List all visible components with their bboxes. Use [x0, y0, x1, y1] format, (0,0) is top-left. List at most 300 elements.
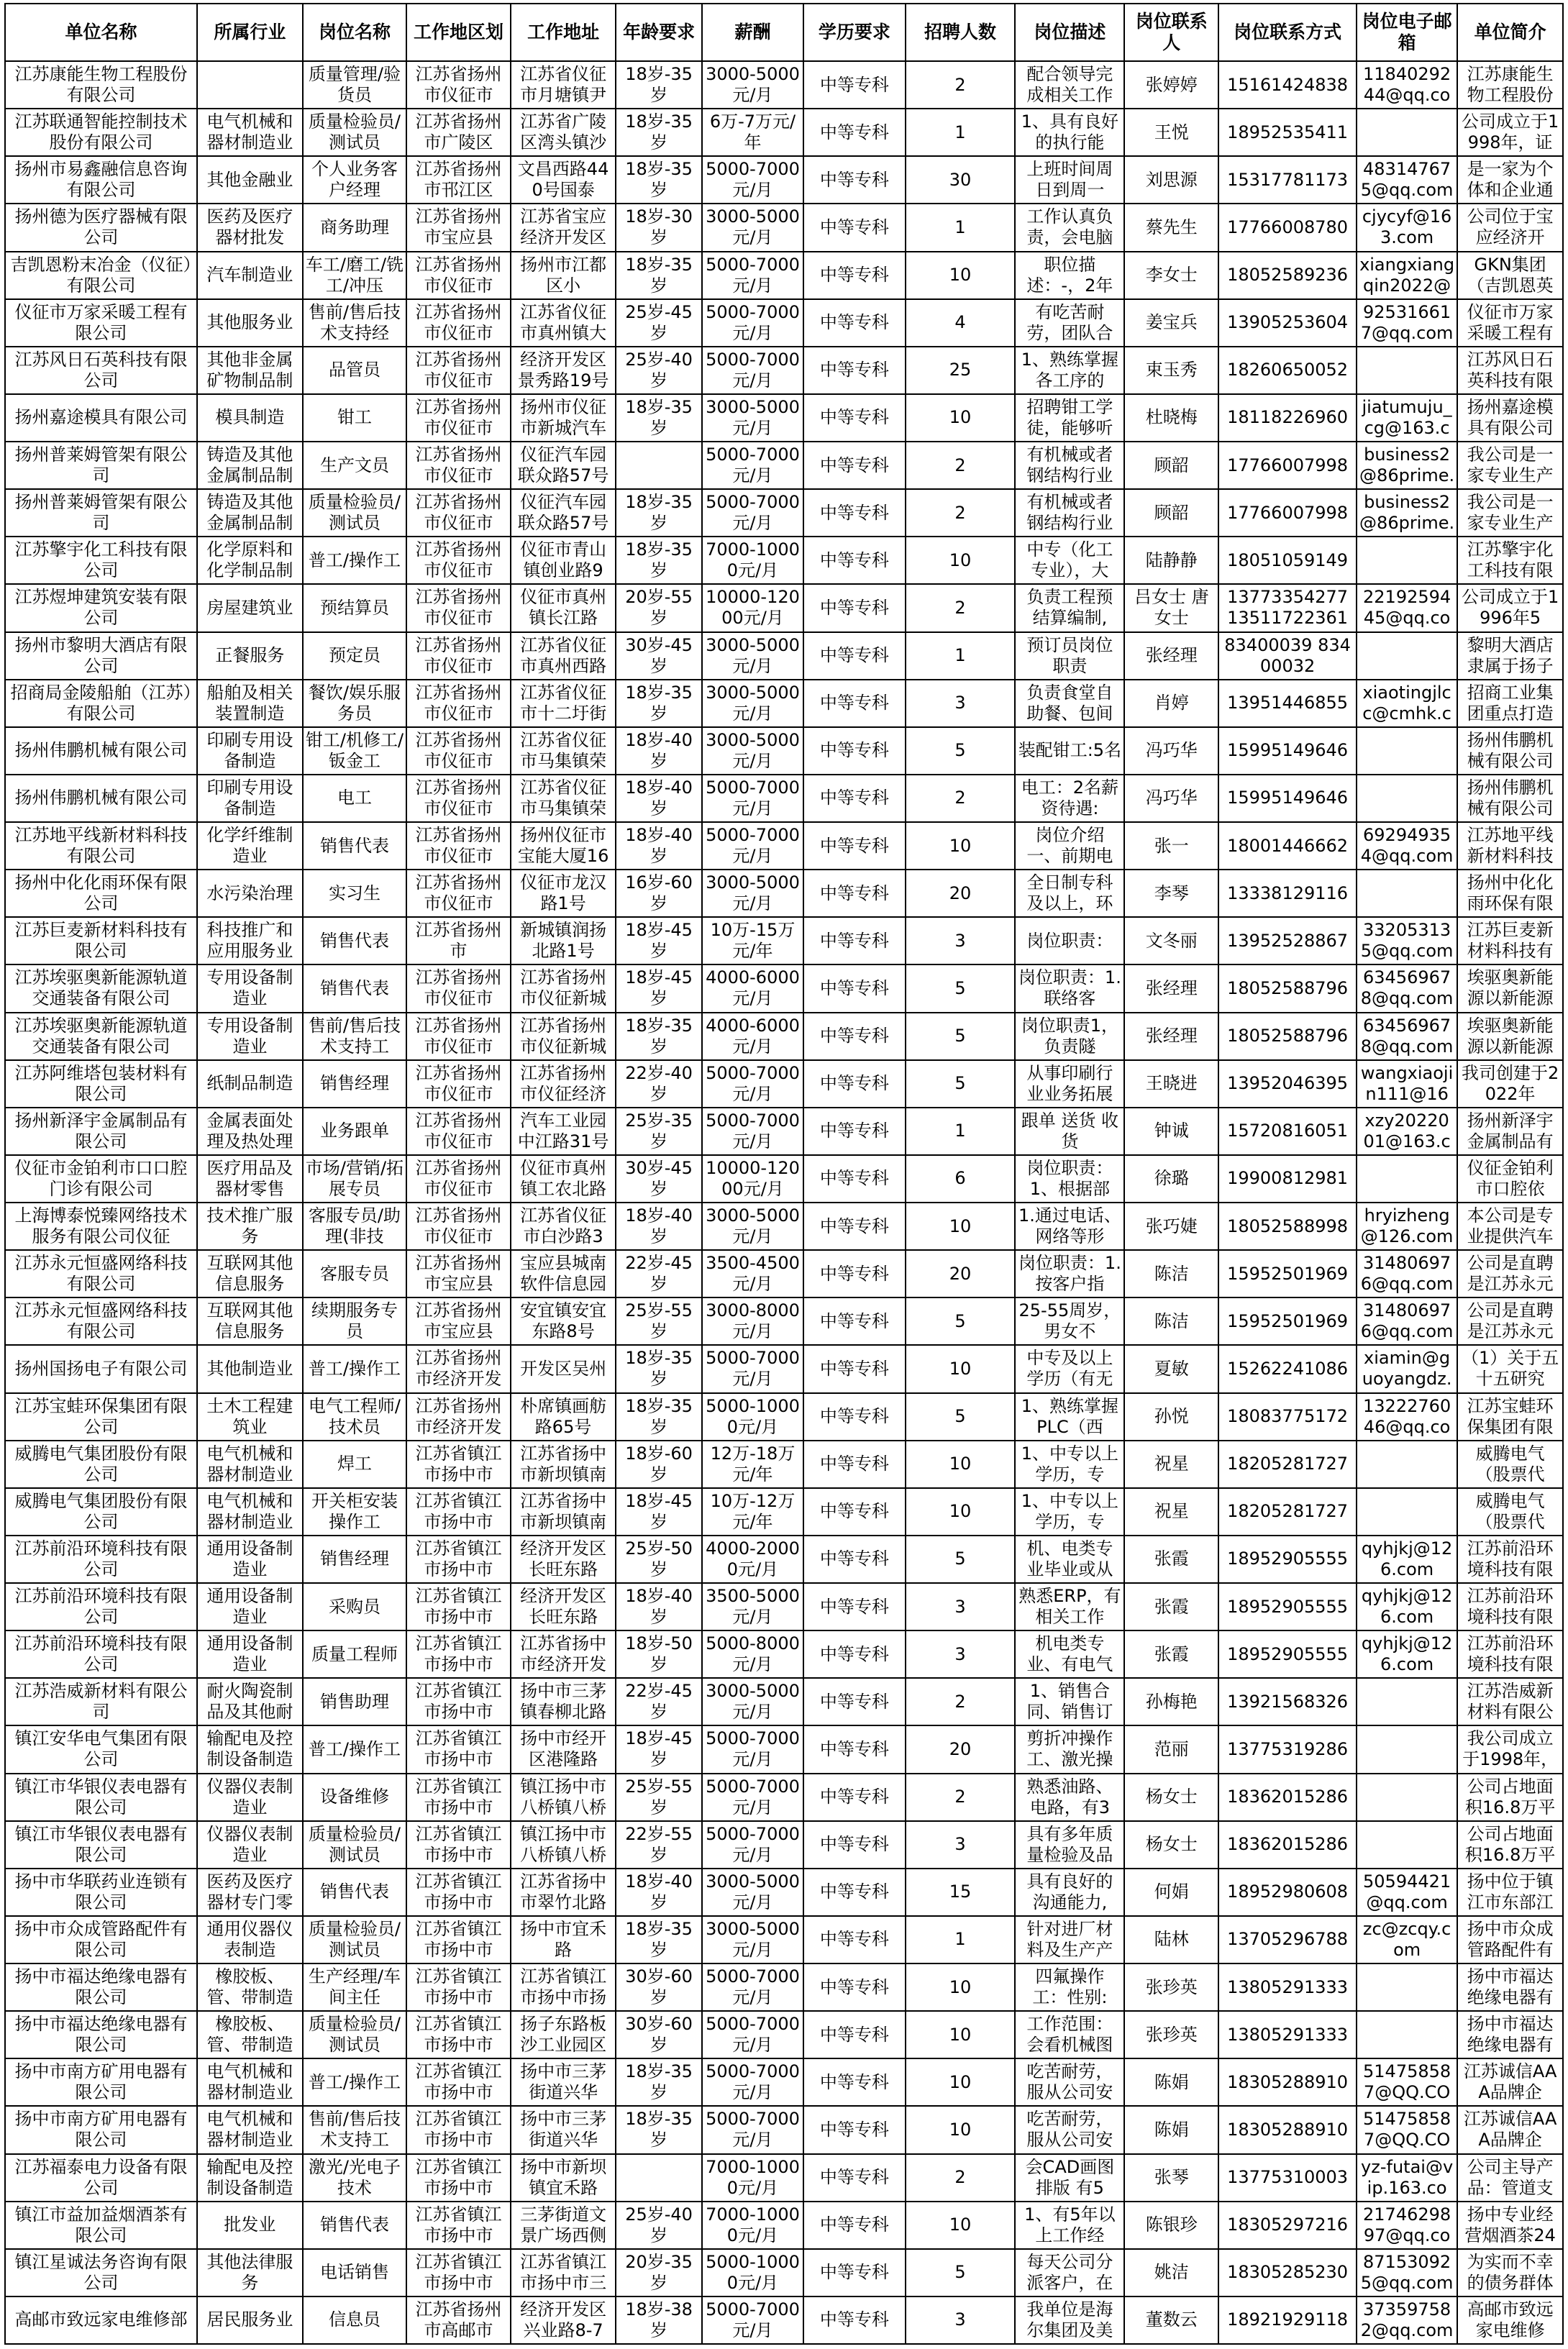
cell-text: 15952501969 [1227, 1263, 1349, 1284]
table-cell [1124, 1441, 1218, 1488]
table-cell [616, 964, 701, 1012]
table-cell [803, 870, 905, 917]
cell-text: 13775319286 [1227, 1738, 1349, 1759]
table-cell [702, 727, 803, 775]
table-cell [702, 917, 803, 964]
table-cell [1015, 680, 1124, 727]
cell-text: 董数云 [1145, 2309, 1198, 2330]
table-cell [1218, 1345, 1357, 1392]
cell-text: 江苏省仪征市马集镇荣 [520, 777, 607, 818]
cell-text: 扬中市新坝镇宜禾路 [520, 2156, 607, 2198]
cell-text: 332053135@qq.com [1360, 920, 1454, 962]
cell-text: 中等专科 [819, 977, 889, 998]
table-row [5, 1297, 1563, 1345]
cell-text: 5000-7000元/月 [706, 777, 800, 818]
table-cell [406, 1393, 511, 1441]
table-cell [197, 299, 303, 347]
cell-text: 江苏省扬州市仪征市 [415, 872, 502, 914]
cell-text: 电气工程师/技术员 [308, 1395, 401, 1437]
table-cell [1357, 1963, 1457, 2011]
cell-text: 中等专科 [819, 2215, 889, 2235]
table-cell [906, 2106, 1016, 2153]
table-cell [1015, 394, 1124, 442]
cell-text: 有吃苦耐劳，团队合 [1026, 301, 1113, 343]
table-cell [406, 347, 511, 394]
table-row [5, 109, 1563, 156]
cell-text: 扬中专业经营烟酒茶24 [1464, 2204, 1556, 2245]
cell-text: 中等专科 [819, 1787, 889, 1807]
cell-text: 2 [954, 788, 966, 808]
cell-text: 中专及以上学历（有无 [1026, 1348, 1113, 1390]
table-cell [1357, 2058, 1457, 2106]
cell-text: 18岁-40岁 [625, 1586, 693, 1628]
cell-text: 江苏省扬中市新坝镇南 [520, 1490, 607, 1532]
cell-text: 江苏省镇江市扬中市 [415, 1966, 502, 2008]
table-cell [303, 2154, 407, 2202]
cell-text: 20 [949, 882, 972, 903]
table-cell [406, 61, 511, 109]
cell-text: 镇江市华银仪表电器有限公司 [14, 1776, 188, 1817]
cell-text: 18052588796 [1227, 977, 1349, 998]
cell-text: 张琴 [1154, 2167, 1189, 2188]
cell-text: 12万-18万元/年 [710, 1443, 796, 1484]
cell-text: 铸造及其他金属制品制 [206, 444, 293, 486]
table-cell [1457, 1203, 1563, 1250]
cell-text: 13338129116 [1227, 882, 1349, 903]
table-cell [1015, 1203, 1124, 1250]
cell-text: 镇江市华银仪表电器有限公司 [14, 1823, 188, 1865]
cell-text: 仪征市真州镇长江路 [520, 587, 607, 629]
cell-text: 餐饮/娱乐服务员 [308, 682, 401, 724]
table-cell [1124, 1060, 1218, 1108]
table-cell [1015, 2249, 1124, 2296]
table-cell [303, 1536, 407, 1583]
table-cell [303, 2249, 407, 2296]
cell-text: 杨女士 [1145, 1787, 1198, 1807]
table-cell [5, 680, 197, 727]
table-row [5, 252, 1563, 299]
table-cell [906, 1393, 1016, 1441]
cell-text: 孙梅艳 [1145, 1691, 1198, 1712]
cell-text: 中等专科 [819, 2167, 889, 2188]
cell-text: 江苏浩威新材料有限公司 [14, 1681, 188, 1723]
table-cell [1218, 2106, 1357, 2153]
table-cell [1357, 727, 1457, 775]
table-cell [511, 584, 616, 631]
cell-text: 会CAD画图 排版 有5 [1025, 2156, 1115, 2198]
cell-text: 中等专科 [819, 549, 889, 570]
table-cell [1015, 775, 1124, 822]
table-cell [511, 61, 616, 109]
table-cell [1015, 109, 1124, 156]
table-cell [702, 2296, 803, 2344]
cell-text: 江苏前沿环境科技有限公司 [14, 1538, 188, 1579]
cell-text: 工作范围：会看机械图 [1026, 2014, 1113, 2056]
cell-text: 18岁-30岁 [625, 206, 693, 248]
table-cell [511, 1441, 616, 1488]
table-cell [1357, 2202, 1457, 2249]
cell-text: 扬中市福达绝缘电器有 [1467, 1966, 1554, 2008]
cell-text: 3000-5000元/月 [706, 1918, 800, 1960]
table-row [5, 1488, 1563, 1536]
cell-text: 5 [954, 1026, 966, 1046]
cell-text: 张经理 [1145, 977, 1198, 998]
table-cell [1357, 1297, 1457, 1345]
table-cell [197, 2154, 303, 2202]
table-cell [303, 109, 407, 156]
table-cell [906, 299, 1016, 347]
table-cell [5, 1963, 197, 2011]
table-cell [1124, 775, 1218, 822]
cell-text: 18岁-35岁 [625, 492, 693, 534]
cell-text: 输配电及控制设备制造 [206, 1728, 293, 1770]
table-cell [906, 1155, 1016, 1203]
cell-text: 质量检验员/测试员 [308, 1918, 401, 1960]
cell-text: 中等专科 [819, 930, 889, 951]
cell-text: 扬中市众成管路配件有 [1467, 1918, 1554, 1960]
table-cell [702, 2011, 803, 2058]
table-cell [906, 1536, 1016, 1583]
cell-text: 陈娟 [1154, 2071, 1189, 2092]
table-cell [303, 1821, 407, 1869]
cell-text: 25岁-40岁 [625, 349, 693, 391]
cell-text: 3000-5000元/月 [706, 1205, 800, 1247]
cell-text: 扬州嘉途模具有限公司 [14, 407, 188, 428]
table-cell [906, 2249, 1016, 2296]
table-cell [5, 775, 197, 822]
cell-text: 10 [949, 265, 972, 286]
cell-text: 15262241086 [1227, 1358, 1349, 1379]
table-cell [406, 870, 511, 917]
cell-text: 925316617@qq.com [1360, 301, 1454, 343]
cell-text: 镇江星诚法务咨询有限公司 [14, 2251, 188, 2293]
table-cell [906, 727, 1016, 775]
cell-text: 江苏省扬州市仪征市 [415, 1157, 502, 1199]
table-row [5, 394, 1563, 442]
cell-text: 22岁-40岁 [625, 1062, 693, 1104]
table-cell [803, 2011, 905, 2058]
cell-text: 扬州伟鹏机械有限公司 [14, 740, 188, 761]
table-row [5, 61, 1563, 109]
cell-text: 公司成立于1998年，证 [1461, 111, 1559, 153]
cell-text: 江苏省镇江市扬中市 [415, 1871, 502, 1912]
cell-text: 江苏省扬州市仪征市 [415, 1062, 502, 1104]
cell-text: 通用设备制造业 [206, 1538, 293, 1579]
table-cell [5, 61, 197, 109]
cell-text: 扬州伟鹏机械有限公司 [1467, 777, 1554, 818]
table-cell [1124, 299, 1218, 347]
table-cell [616, 680, 701, 727]
cell-text: 上班时间周日到周一 [1026, 159, 1113, 201]
column-header: 单位名称 [5, 4, 197, 61]
cell-text: 18305288910 [1227, 2119, 1349, 2140]
table-cell [702, 489, 803, 537]
table-cell [1357, 2011, 1457, 2058]
cell-text: 18118226960 [1227, 407, 1349, 428]
cell-text: 医疗用品及器材零售 [206, 1157, 293, 1199]
table-cell [1218, 1821, 1357, 1869]
cell-text: 上海博泰悦臻网络技术服务有限公司仪征 [14, 1205, 188, 1247]
table-cell [906, 109, 1016, 156]
table-cell [702, 252, 803, 299]
table-cell [303, 870, 407, 917]
cell-text: 公司是直聘是江苏永元 [1467, 1300, 1554, 1342]
table-cell [511, 442, 616, 489]
cell-text: 50594421@qq.com [1363, 1871, 1451, 1912]
table-cell [1015, 204, 1124, 251]
table-cell [511, 2202, 616, 2249]
cell-text: zc@zcqy.com [1362, 1918, 1451, 1960]
cell-text: 江苏省扬州市仪征新城 [520, 967, 607, 1009]
table-cell [197, 917, 303, 964]
table-cell [197, 1869, 303, 1916]
cell-text: 3000-5000元/月 [706, 1681, 800, 1723]
table-cell [1218, 489, 1357, 537]
table-cell [1218, 2202, 1357, 2249]
cell-text: 中等专科 [819, 1929, 889, 1950]
table-cell [303, 1583, 407, 1630]
table-cell [511, 2106, 616, 2153]
table-cell [906, 156, 1016, 204]
cell-text: 373597582@qq.com [1360, 2299, 1454, 2340]
cell-text: 10 [949, 407, 972, 428]
table-cell [511, 1725, 616, 1773]
cell-text: 科技推广和应用服务业 [206, 920, 293, 962]
cell-text: 熟悉ERP，有相关工作 [1018, 1586, 1121, 1628]
cell-text: 5000-7000元/月 [706, 254, 800, 296]
cell-text: 18岁-50岁 [625, 1633, 693, 1675]
table-cell [803, 1108, 905, 1155]
cell-text: 销售代表 [319, 1882, 389, 1902]
cell-text: 江苏省仪征市十二圩街 [520, 682, 607, 724]
table-cell [1357, 1725, 1457, 1773]
cell-text: 扬州嘉途模具有限公司 [1467, 396, 1554, 438]
cell-text: 10 [949, 549, 972, 570]
table-cell [5, 156, 197, 204]
table-cell [702, 870, 803, 917]
table-cell [5, 1013, 197, 1060]
table-cell [1124, 394, 1218, 442]
cell-text: 83400039 83400032 [1224, 634, 1351, 676]
cell-text: 江苏永元恒盛网络科技有限公司 [14, 1253, 188, 1295]
table-cell [1124, 2296, 1218, 2344]
cell-text: 22岁-45岁 [625, 1681, 693, 1723]
table-cell [406, 632, 511, 680]
cell-text: 18052588796 [1227, 1026, 1349, 1046]
table-cell [906, 537, 1016, 584]
table-cell [803, 299, 905, 347]
table-cell [1357, 1678, 1457, 1725]
table-cell [1218, 775, 1357, 822]
cell-text: 中等专科 [819, 2309, 889, 2330]
cell-text: 692949354@qq.com [1360, 825, 1454, 867]
table-cell [1357, 1393, 1457, 1441]
cell-text: 文昌西路440号国泰 [517, 159, 609, 201]
cell-text: 扬州市黎明大酒店有限公司 [14, 634, 188, 676]
cell-text: xiaotingjlcc@cmhk.c [1362, 682, 1451, 724]
cell-text: 机电类专业、有电气 [1026, 1633, 1113, 1675]
table-cell [511, 1155, 616, 1203]
table-cell [406, 1963, 511, 2011]
cell-text: 1、熟练掌握PLC（西 [1021, 1395, 1119, 1437]
cell-text: 江苏省扬州市经济开发 [415, 1395, 502, 1437]
cell-text: 2219259445@qq.co [1363, 587, 1451, 629]
table-cell [702, 347, 803, 394]
table-cell [5, 1536, 197, 1583]
cell-text: 江苏省镇江市扬中市 [415, 1443, 502, 1484]
cell-text: 江苏省扬州市广陵区 [415, 111, 502, 153]
table-cell [616, 1583, 701, 1630]
table-cell [406, 1345, 511, 1392]
table-cell [1124, 1678, 1218, 1725]
table-cell [511, 917, 616, 964]
table-cell [616, 1297, 701, 1345]
cell-text: 扬中市福达绝缘电器有限公司 [14, 2014, 188, 2056]
cell-text: 张巧婕 [1145, 1215, 1198, 1236]
cell-text: 钟诚 [1154, 1121, 1189, 1141]
cell-text: 化学纤维制造业 [206, 825, 293, 867]
table-cell [616, 1488, 701, 1536]
table-cell [906, 1345, 1016, 1392]
cell-text: 吃苦耐劳，服从公司安 [1026, 2061, 1113, 2103]
table-cell [1457, 442, 1563, 489]
table-cell [303, 1725, 407, 1773]
cell-text: 通用仪器仪表制造 [206, 1918, 293, 1960]
cell-text: 15995149646 [1227, 740, 1349, 761]
table-cell [1457, 1441, 1563, 1488]
table-cell [5, 1297, 197, 1345]
cell-text: 5 [954, 1310, 966, 1331]
table-cell [5, 2249, 197, 2296]
table-cell [511, 1678, 616, 1725]
table-cell [5, 2202, 197, 2249]
table-cell [1457, 1583, 1563, 1630]
cell-text: 6 [954, 1168, 966, 1189]
cell-text: business2@86prime. [1359, 444, 1455, 486]
cell-text: 中等专科 [819, 360, 889, 380]
cell-text: 陈洁 [1154, 1263, 1189, 1284]
table-cell [197, 2202, 303, 2249]
table-cell [616, 1869, 701, 1916]
cell-text: 18260650052 [1227, 360, 1349, 380]
table-cell [702, 1916, 803, 1963]
cell-text: 互联网其他信息服务 [206, 1300, 293, 1342]
table-cell [616, 2202, 701, 2249]
cell-text: 江苏埃驱奥新能源轨道交通装备有限公司 [14, 1015, 188, 1057]
cell-text: 售前/售后技术支持经 [308, 301, 401, 343]
table-cell [1357, 775, 1457, 822]
column-header: 岗位电子邮箱 [1357, 4, 1457, 61]
cell-text: 张一 [1154, 835, 1189, 856]
table-cell [1357, 1250, 1457, 1297]
cell-text: 其他服务业 [206, 312, 293, 333]
cell-text: 中等专科 [819, 1406, 889, 1427]
cell-text: 印刷专用设备制造 [206, 729, 293, 771]
cell-text: 3000-5000元/月 [706, 64, 800, 106]
table-cell [1218, 2249, 1357, 2296]
table-cell [906, 1774, 1016, 1821]
cell-text: 通用设备制造业 [206, 1586, 293, 1628]
table-cell [906, 1678, 1016, 1725]
cell-text: 江苏省扬州市高邮市 [415, 2299, 502, 2340]
table-cell [906, 2058, 1016, 2106]
cell-text: 输配电及控制设备制造 [206, 2156, 293, 2198]
cell-text: 个人业务客户经理 [311, 159, 398, 201]
cell-text: 医药及医疗器材专门零 [206, 1871, 293, 1912]
cell-text: 18952905555 [1227, 1643, 1349, 1664]
cell-text: 江苏省扬中市经济开发 [520, 1633, 607, 1675]
table-cell [1015, 156, 1124, 204]
table-cell [406, 204, 511, 251]
cell-text: 江苏省镇江市扬中市扬 [520, 1966, 607, 2008]
cell-text: 江苏省仪征市真州西路 [520, 634, 607, 676]
table-cell [1124, 252, 1218, 299]
cell-text: 江苏地平线新材料科技 [1467, 825, 1554, 867]
cell-text: 5000-7000元/月 [706, 2109, 800, 2150]
table-cell [1124, 1013, 1218, 1060]
cell-text: 江苏省扬州市仪征市 [415, 539, 502, 581]
table-cell [803, 964, 905, 1012]
table-cell [1218, 156, 1357, 204]
table-cell [511, 489, 616, 537]
table-cell [616, 252, 701, 299]
cell-text: 江苏省扬州市仪征市 [415, 825, 502, 867]
table-cell [303, 632, 407, 680]
cell-text: 顾韶 [1154, 455, 1189, 475]
table-cell [906, 2011, 1016, 2058]
cell-text: 陈银珍 [1145, 2215, 1198, 2235]
cell-text: 18952905555 [1227, 1548, 1349, 1569]
cell-text: 公司成立于1996年5 [1461, 587, 1559, 629]
table-cell [197, 1441, 303, 1488]
cell-text: 314806976@qq.com [1360, 1253, 1454, 1295]
table-cell [197, 1297, 303, 1345]
table-cell [1457, 2296, 1563, 2344]
table-cell [906, 1108, 1016, 1155]
cell-text: 5000-7000元/月 [706, 349, 800, 391]
table-cell [803, 584, 905, 631]
table-cell [5, 1821, 197, 1869]
table-cell [303, 680, 407, 727]
cell-text: 正餐服务 [215, 645, 285, 666]
table-cell [616, 204, 701, 251]
table-cell [1124, 347, 1218, 394]
cell-text: 经济开发区兴业路8-7 [520, 2299, 607, 2340]
table-cell [702, 775, 803, 822]
cell-text: 江苏省扬州市仪征市 [415, 967, 502, 1009]
table-cell [1218, 1441, 1357, 1488]
cell-text: 22岁-55岁 [625, 1823, 693, 1865]
cell-text: 冯巧华 [1145, 740, 1198, 761]
cell-text: 5000-7000元/月 [706, 2014, 800, 2056]
table-cell [803, 347, 905, 394]
table-cell [616, 1725, 701, 1773]
table-cell [803, 442, 905, 489]
table-row [5, 1963, 1563, 2011]
table-cell [1218, 2058, 1357, 2106]
table-cell [803, 1013, 905, 1060]
cell-text: 2 [954, 74, 966, 95]
cell-text: 18952535411 [1227, 122, 1349, 142]
cell-text: 江苏阿维塔包装材料有限公司 [14, 1062, 188, 1104]
table-cell [616, 109, 701, 156]
table-cell [5, 632, 197, 680]
cell-text: 招商局金陵船舶（江苏）有限公司 [10, 682, 192, 724]
cell-text: 扬中位于镇江市东部江 [1467, 1871, 1554, 1912]
cell-text: 3000-5000元/月 [706, 682, 800, 724]
cell-text: 江苏省扬州市仪征市 [415, 729, 502, 771]
table-cell [906, 394, 1016, 442]
